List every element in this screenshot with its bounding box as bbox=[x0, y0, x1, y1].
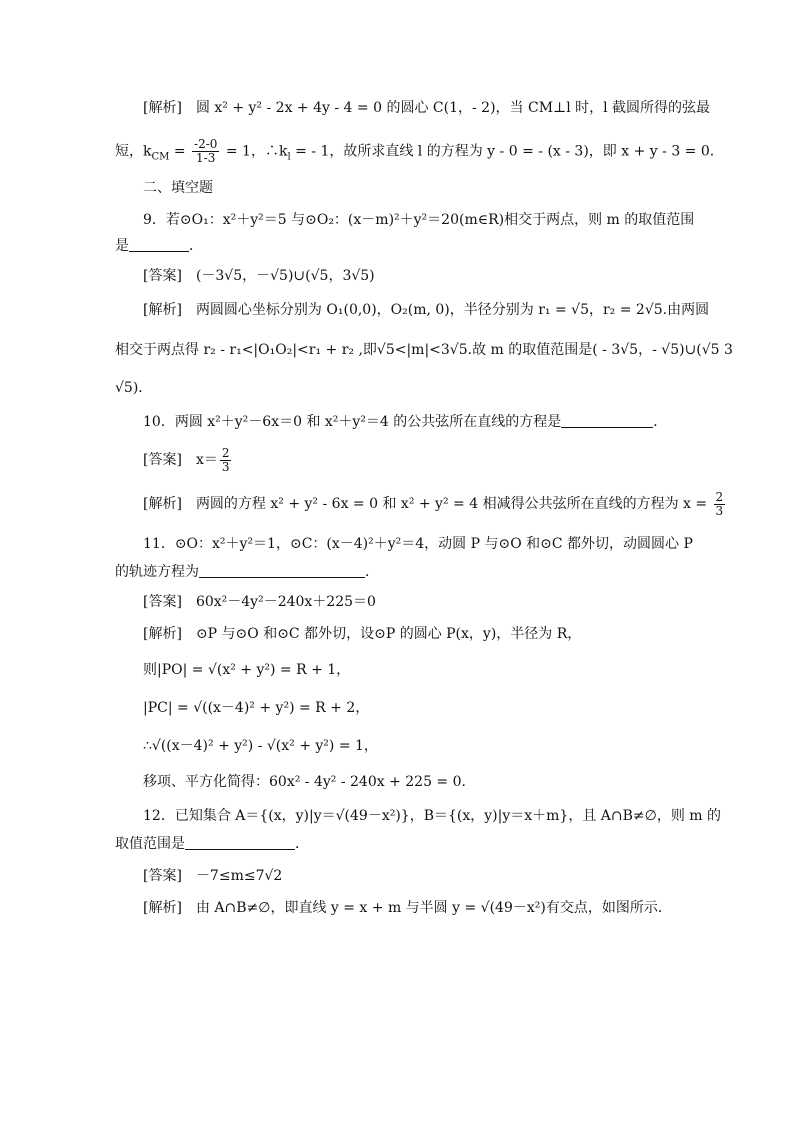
answer-11 bbox=[143, 592, 683, 612]
analysis-tag: [解析] bbox=[143, 626, 182, 642]
question-9-line-1: 9．若⊙O₁：x²＋y²＝5 与⊙O₂：(x－m)²＋y²＝20(m∈R)相交于两点，则 m 的取值范围 bbox=[143, 212, 695, 228]
subscript: CM bbox=[151, 151, 170, 163]
answer-12 bbox=[143, 866, 683, 886]
analysis-9-line-3: √5)． bbox=[115, 380, 153, 396]
subscript: l bbox=[287, 151, 291, 163]
fraction-numerator: -2-0 bbox=[194, 137, 218, 151]
analysis-tag: [解析] bbox=[143, 900, 182, 916]
analysis-9-line-2: 相交于两点得 r₂ - r₁<|O₁O₂|<r₁ + r₂ ,即√5<|m|<3√5.故 m 的取值范围是( - 3√5，- √5)∪(√5 3 bbox=[115, 342, 733, 358]
answer-tag: [答案] bbox=[143, 868, 182, 884]
analysis-text: 圆 x² + y² - 2x + 4y - 4 = 0 的圆心 C(1，- 2)，当 CM⊥l 时，l 截圆所得的弦最 bbox=[195, 100, 711, 116]
analysis-11-line-5: 移项、平方化简得：60x² - 4y² - 240x + 225 = 0. bbox=[143, 774, 466, 790]
answer-tag: [答案] bbox=[143, 594, 182, 610]
question-12-line-2: 取值范围是 ． bbox=[115, 836, 309, 852]
question-12-line-1: 12．已知集合 A＝{(x，y)|y＝√(49－x²)}，B＝{(x，y)|y＝x＋m}，且 A∩B≠∅，则 m 的 bbox=[143, 808, 722, 824]
answer-text: －7≤m≤7√2 bbox=[195, 868, 283, 884]
analysis-12 bbox=[143, 898, 683, 918]
text-segment: = - 1，故所求直线 l 的方程为 y - 0 = - (x - 3)，即 x + y - 3 = 0. bbox=[290, 143, 715, 160]
section-heading: 二、填空题 bbox=[143, 180, 213, 196]
fraction-numerator: 2 bbox=[715, 489, 724, 504]
question-9-line-2: 是 ． bbox=[115, 238, 203, 254]
analysis-11-line-2: 则|PO| = √(x² + y²) = R + 1， bbox=[143, 662, 351, 678]
answer-blank bbox=[185, 835, 295, 850]
text-segment: 取值范围是 bbox=[115, 836, 185, 852]
analysis-9-line-1 bbox=[143, 300, 710, 320]
analysis-text: 两圆圆心坐标分别为 O₁(0,0)，O₂(m, 0)，半径分别为 r₁ = √5，r₂ = 2√5.由两圆 bbox=[195, 302, 710, 318]
analysis-11-line-3: |PC| = √((x－4)² + y²) = R + 2， bbox=[143, 700, 370, 716]
answer-tag: [答案] bbox=[143, 268, 182, 284]
analysis-11-line-1 bbox=[143, 624, 683, 644]
answer-9 bbox=[143, 266, 683, 286]
question-11-line-1: 11．⊙O：x²＋y²＝1，⊙C：(x－4)²＋y²＝4，动圆 P 与⊙O 和⊙C 都外切，动圆圆心 P bbox=[143, 536, 693, 552]
text-segment: = 1，∴k bbox=[221, 143, 288, 160]
text-segment: 10．两圆 x²＋y²－6x＝0 和 x²＋y²＝4 的公共弦所在直线的方程是 bbox=[143, 414, 562, 430]
fraction-denominator: 1-3 bbox=[196, 151, 216, 165]
analysis-tag: [解析] bbox=[143, 100, 182, 116]
text-segment: = bbox=[169, 143, 191, 160]
analysis-text: ⊙P 与⊙O 和⊙C 都外切，设⊙P 的圆心 P(x，y)，半径为 R， bbox=[195, 626, 582, 642]
question-11-line-2: 的轨迹方程为 ． bbox=[115, 564, 379, 580]
analysis-line-8a bbox=[143, 98, 711, 118]
analysis-10 bbox=[143, 488, 724, 520]
answer-blank bbox=[129, 237, 189, 252]
fraction-denominator: 3 bbox=[221, 459, 230, 474]
answer-text: 60x²－4y²－240x＋225＝0 bbox=[195, 594, 376, 610]
fraction bbox=[220, 447, 232, 474]
answer-text: (－3√5，－√5)∪(√5，3√5) bbox=[195, 268, 375, 284]
fraction bbox=[714, 491, 726, 518]
text-segment: 是 bbox=[115, 238, 129, 254]
answer-blank bbox=[561, 413, 653, 428]
text-segment: 短，k bbox=[115, 143, 152, 160]
answer-blank bbox=[199, 563, 365, 578]
analysis-line-8b bbox=[115, 137, 715, 167]
text-segment: x＝ bbox=[195, 452, 218, 468]
analysis-text: 两圆的方程 x² + y² - 6x = 0 和 x² + y² = 4 相减得公共弦所在直线的方程为 x = bbox=[195, 496, 712, 512]
fraction-numerator: 2 bbox=[221, 445, 230, 460]
answer-10 bbox=[143, 444, 683, 476]
analysis-tag: [解析] bbox=[143, 496, 182, 512]
fraction-denominator: 3 bbox=[715, 503, 724, 518]
analysis-text: 由 A∩B≠∅，即直线 y = x + m 与半圆 y = √(49－x²)有交点，如图所示． bbox=[195, 900, 672, 916]
analysis-tag: [解析] bbox=[143, 302, 182, 318]
question-10: 10．两圆 x²＋y²－6x＝0 和 x²＋y²＝4 的公共弦所在直线的方程是 ． bbox=[143, 414, 668, 430]
analysis-11-line-4: ∴√((x－4)² + y²) - √(x² + y²) = 1， bbox=[143, 738, 378, 754]
answer-tag: [答案] bbox=[143, 452, 182, 468]
text-segment: 的轨迹方程为 bbox=[115, 564, 199, 580]
fraction bbox=[192, 138, 219, 165]
